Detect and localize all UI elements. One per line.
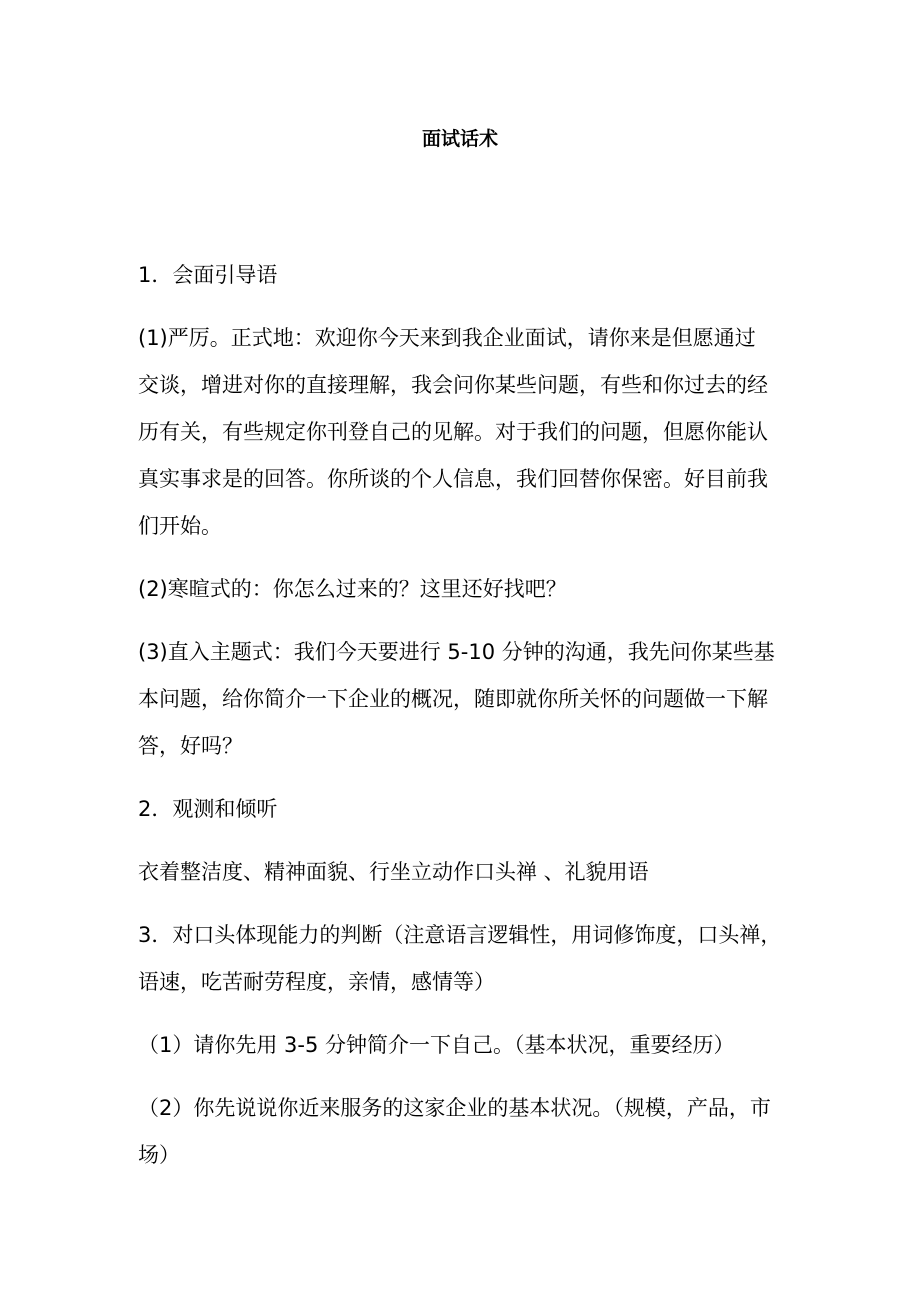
section-1-paragraph-3 xyxy=(138,629,802,770)
paragraph-line: (3)直入主题式：我们今天要进行 5-10 分钟的沟通，我先问你某些基 xyxy=(138,640,775,664)
paragraph-line: 真实事求是的回答。你所谈的个人信息，我们回替你保密。好目前我 xyxy=(138,467,768,491)
section-2-heading: 2．观测和倾听 xyxy=(138,797,278,821)
section-3-question-2 xyxy=(138,1085,802,1179)
question-line: 场） xyxy=(138,1143,180,1167)
section-3-question-1: （1）请你先用 3-5 分钟简介一下自己。（基本状况，重要经历） xyxy=(138,1033,735,1057)
document-body xyxy=(138,252,802,1179)
section-2-body: 衣着整洁度、精神面貌、行坐立动作口头禅 、礼貌用语 xyxy=(138,860,649,884)
document-title: 面试话术 xyxy=(421,128,498,150)
section-1-paragraph-2: (2)寒暄式的：你怎么过来的？这里还好找吧？ xyxy=(138,577,567,601)
paragraph-line: 本问题，给你简介一下企业的概况，随即就你所关怀的问题做一下解 xyxy=(138,687,768,711)
paragraph-line: 历有关，有些规定你刊登自己的见解。对于我们的问题，但愿你能认 xyxy=(138,420,768,444)
question-line: （2）你先说说你近来服务的这家企业的基本状况。（规模，产品，市 xyxy=(138,1096,771,1120)
section-3-heading xyxy=(138,912,802,1006)
paragraph-line: (1)严厉。正式地：欢迎你今天来到我企业面试，请你来是但愿通过 xyxy=(138,326,756,350)
paragraph-line: 答，好吗？ xyxy=(138,734,243,758)
section-1-heading: 1．会面引导语 xyxy=(138,263,278,287)
paragraph-line: 们开始。 xyxy=(138,514,222,538)
paragraph-line: 交谈，增进对你的直接理解，我会问你某些问题，有些和你过去的经 xyxy=(138,373,768,397)
heading-line: 语速，吃苦耐劳程度，亲情，感情等） xyxy=(138,970,495,994)
section-1-paragraph-1 xyxy=(138,315,802,550)
heading-line: 3．对口头体现能力的判断（注意语言逻辑性，用词修饰度，口头禅， xyxy=(138,923,782,947)
